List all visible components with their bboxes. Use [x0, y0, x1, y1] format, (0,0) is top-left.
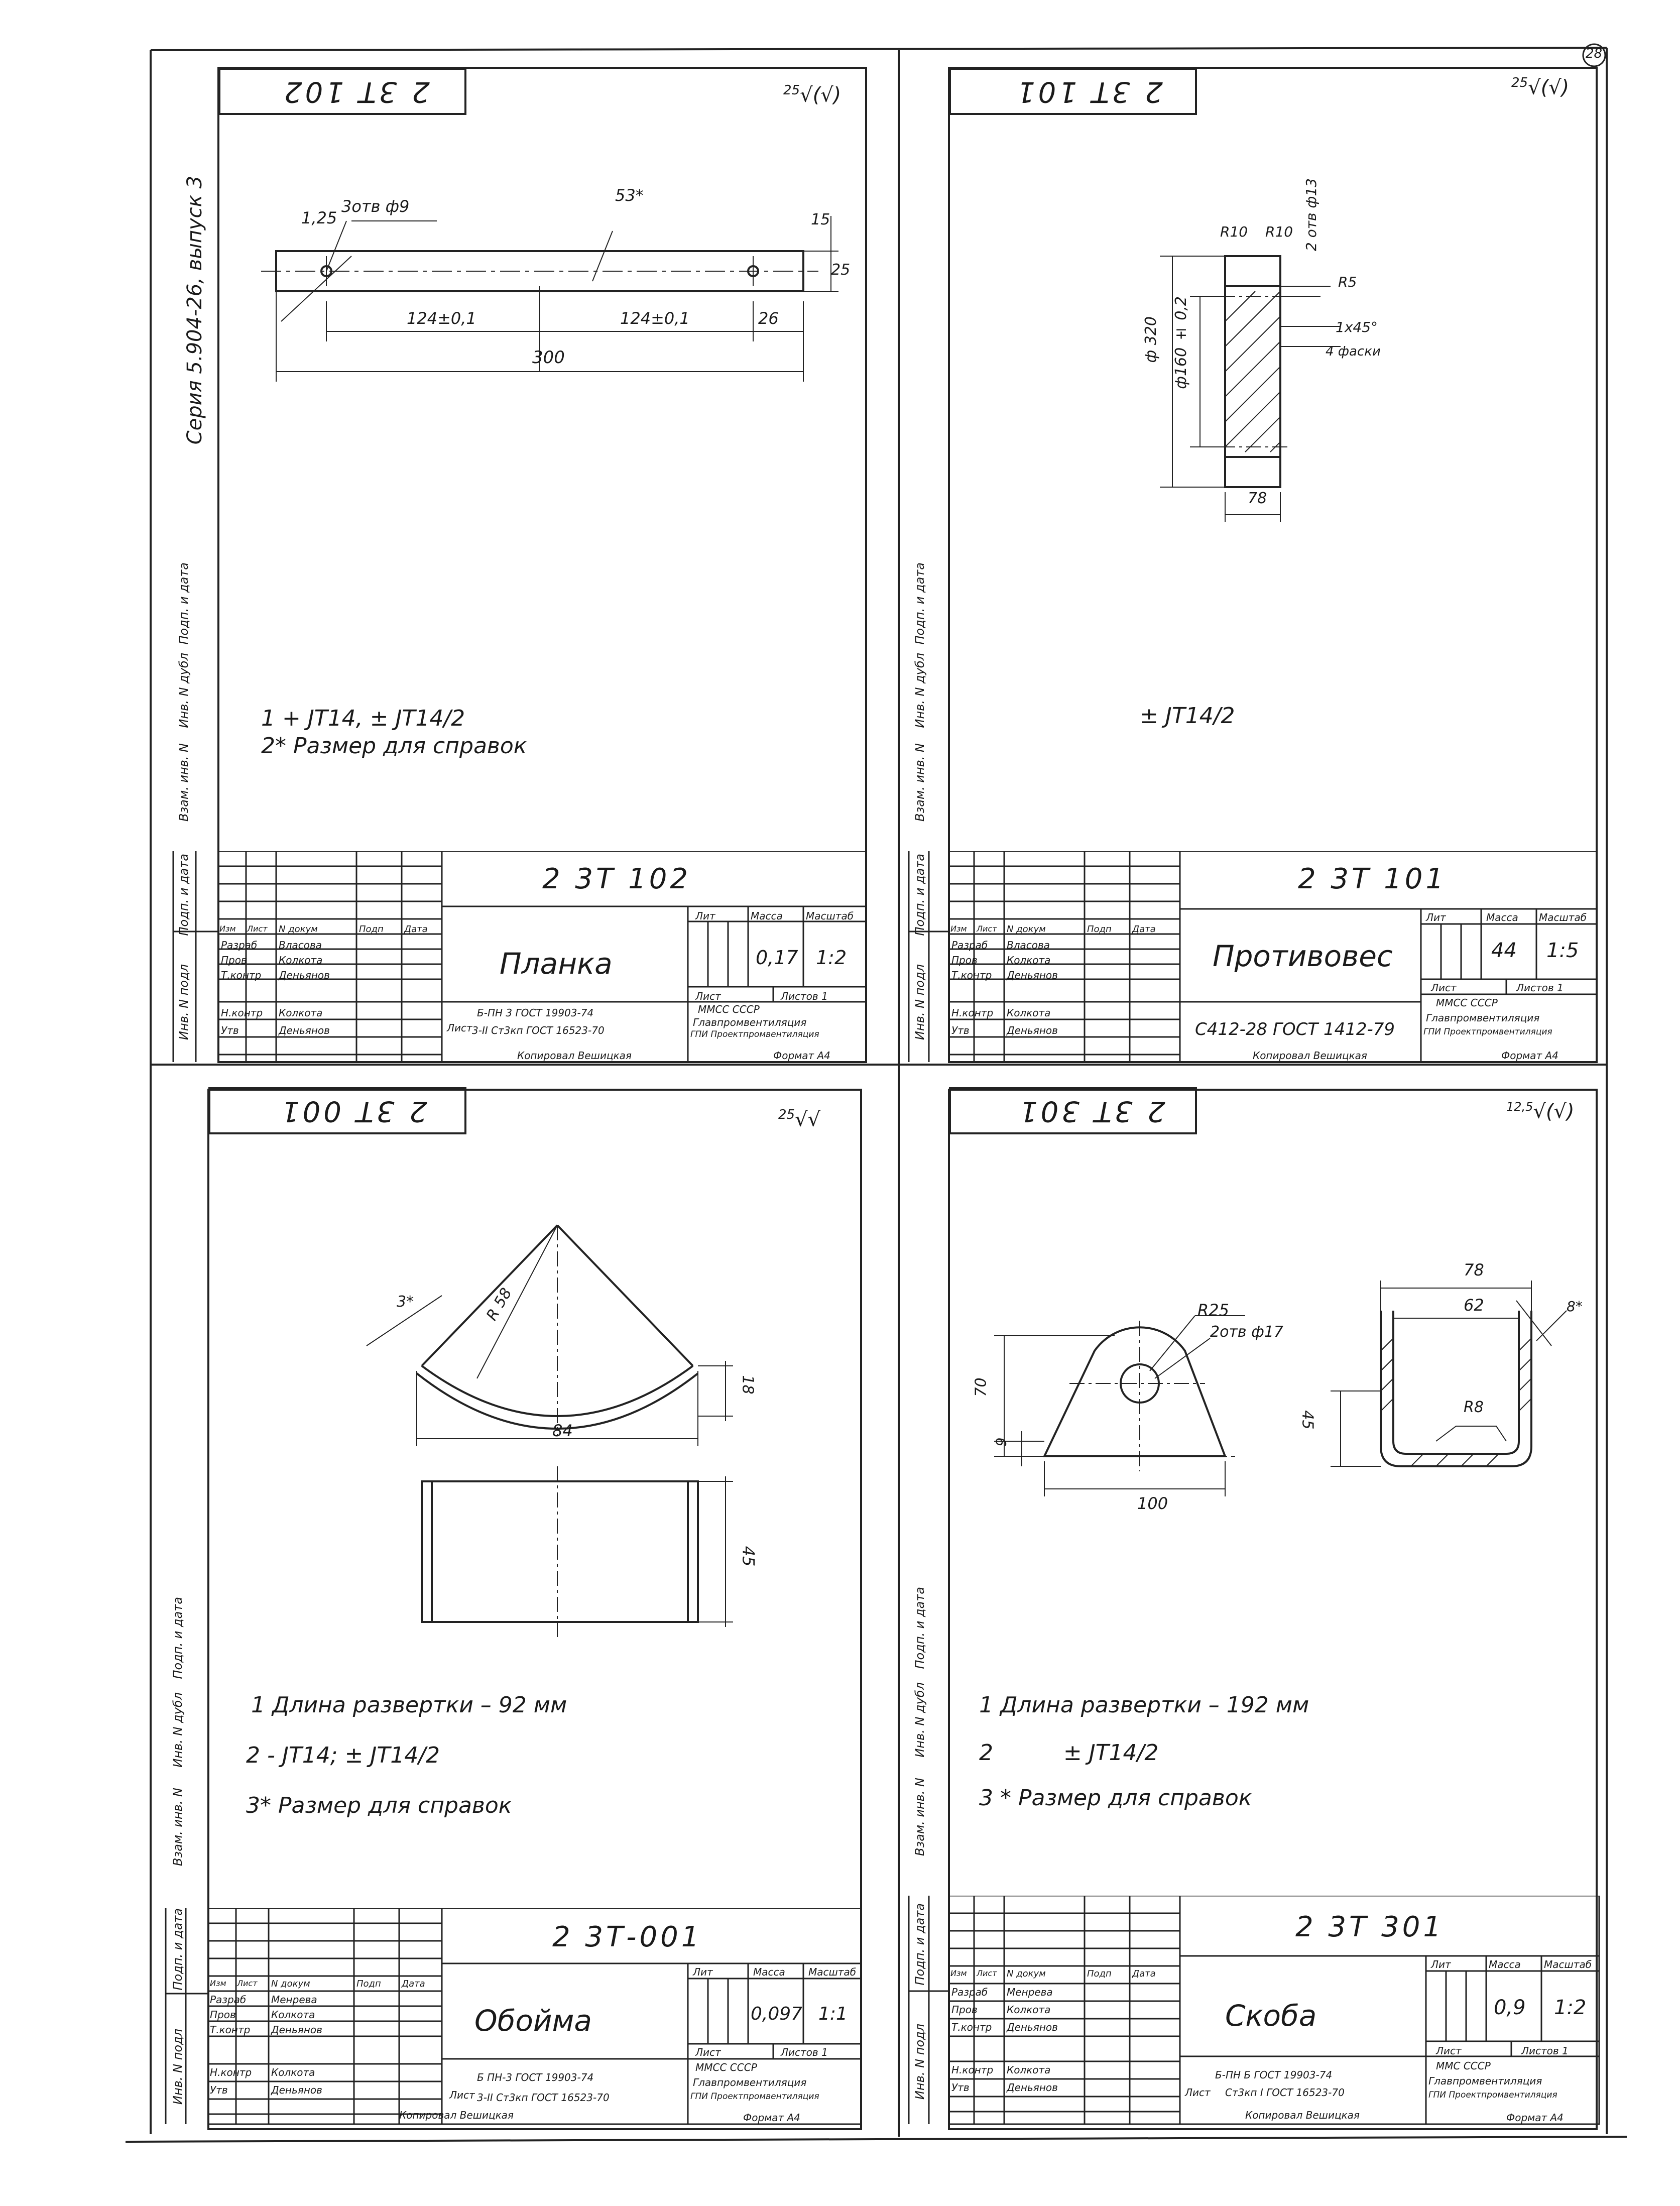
- note-3: 3 * Размер для справок: [979, 1785, 1252, 1811]
- roughness-mark: $^{12,5}$√(√): [1506, 1100, 1575, 1123]
- hdr-lit: Лит: [1431, 1958, 1451, 1970]
- title-code: 2 3Т 102: [542, 863, 691, 895]
- hdr-ndokum: N докум: [1007, 924, 1046, 935]
- hdr-listcol: Лист: [977, 1968, 997, 1978]
- hdr-massa: Масса: [1489, 1958, 1521, 1970]
- series-label: Серия 5.904-26, выпуск 3: [183, 176, 206, 445]
- scale-value: 1:5: [1546, 939, 1579, 962]
- name-2: Деньянов: [271, 2024, 322, 2036]
- name-2: Деньянов: [279, 969, 330, 981]
- name-0: Менрева: [271, 1994, 317, 2006]
- role-4: Утв: [951, 2081, 970, 2094]
- page-number: 28: [1586, 46, 1603, 61]
- copied-by: Копировал Вешицкая: [1253, 1050, 1367, 1062]
- hdr-listov: Листов 1: [1516, 982, 1564, 994]
- format: Формат А4: [773, 1050, 830, 1062]
- roughness-mark: $^{25}$√√: [778, 1107, 821, 1131]
- title-code: 2 3Т-001: [552, 1921, 702, 1953]
- copied-by: Копировал Вешицкая: [399, 2109, 514, 2121]
- note-1: 1 Длина развертки – 192 мм: [979, 1692, 1309, 1718]
- dim-mark: 3*: [397, 1293, 414, 1311]
- dim-8: 8*: [1567, 1298, 1583, 1315]
- hdr-izm: Изм: [950, 1968, 967, 1978]
- hdr-data: Дата: [1132, 924, 1156, 935]
- hdr-data: Дата: [402, 1979, 425, 1989]
- stamp-br-3: Подп. и дата: [913, 1903, 927, 1986]
- hdr-izm: Изм: [219, 924, 236, 934]
- name-0: Власова: [1007, 939, 1050, 951]
- stamp-br-2: Взам. инв. N: [913, 1778, 927, 1856]
- mass-value: 0,097: [751, 2004, 803, 2024]
- hdr-masshtab: Масштаб: [1544, 1958, 1592, 1970]
- dim-124a: 124±0,1: [407, 309, 476, 328]
- dim-84: 84: [552, 1421, 573, 1440]
- stamp-tl-0: Подп. и дата: [177, 562, 191, 645]
- material-line1: С412-28 ГОСТ 1412-79: [1195, 1019, 1395, 1039]
- note-1: 1 Длина развертки – 92 мм: [251, 1692, 567, 1718]
- drawing-bracket: [984, 1250, 1587, 1532]
- hdr-masshtab: Масштаб: [1539, 911, 1587, 923]
- role-4: Утв: [221, 1024, 239, 1036]
- hdr-list: Лист: [1431, 982, 1457, 994]
- role-3: Н.контр: [951, 2064, 994, 2076]
- dim-holes: 3отв ф9: [341, 197, 410, 216]
- name-2: Деньянов: [1007, 2021, 1058, 2033]
- role-2: Т.контр: [951, 2021, 992, 2033]
- hdr-data: Дата: [1132, 1968, 1156, 1979]
- hdr-podp: Подп: [1087, 924, 1112, 935]
- part-name: Планка: [500, 947, 613, 981]
- material-line1: Б-ПН Б ГОСТ 19903-74: [1215, 2069, 1333, 2081]
- hdr-podp: Подп: [356, 1979, 381, 1989]
- hdr-listov: Листов 1: [781, 2046, 828, 2058]
- roughness-mark: $^{25}$√(√): [783, 83, 842, 107]
- mass-value: 44: [1491, 939, 1517, 962]
- hdr-masshtab: Масштаб: [808, 1966, 857, 1978]
- dim-d160: ф160 ± 0,2: [1172, 296, 1190, 389]
- mass-value: 0,9: [1494, 1996, 1526, 2019]
- material-line2: Ст3кп I ГОСТ 16523-70: [1225, 2086, 1345, 2099]
- role-3: Н.контр: [221, 1007, 263, 1019]
- org-line2: Главпромвентиляция: [1426, 1012, 1540, 1024]
- stamp-tl-4: Инв. N подл: [177, 964, 191, 1040]
- stamp-tr-2: Взам. инв. N: [913, 743, 927, 822]
- format: Формат А4: [1506, 2112, 1564, 2124]
- note-3: 3* Размер для справок: [246, 1793, 512, 1818]
- org-line1: ММСС СССР: [698, 1003, 760, 1015]
- hdr-massa: Масса: [753, 1966, 785, 1978]
- hdr-lit: Лит: [695, 910, 715, 922]
- corner-code: 2 3Т 101: [1014, 75, 1163, 108]
- dim-r58: R 58: [483, 1285, 516, 1324]
- material-line1: Б-ПН 3 ГОСТ 19903-74: [477, 1007, 594, 1019]
- dim-62: 62: [1464, 1296, 1484, 1315]
- corner-code: 2 3Т 301: [1017, 1095, 1165, 1127]
- dim-45: 45: [1298, 1410, 1316, 1430]
- hdr-ndokum: N докум: [271, 1979, 310, 1989]
- part-name: Противовес: [1213, 939, 1393, 973]
- name-3: Колкота: [1007, 2064, 1051, 2076]
- hdr-lit: Лит: [1426, 911, 1446, 923]
- role-0: Разраб: [951, 939, 988, 951]
- dim-d320: ф 320: [1142, 316, 1160, 363]
- part-name: Скоба: [1225, 1999, 1317, 2033]
- dim-45: 45: [739, 1546, 758, 1567]
- format: Формат А4: [1501, 1050, 1558, 1062]
- hdr-listov: Листов 1: [1521, 2045, 1569, 2057]
- stamp-bl-3: Подп. и дата: [171, 1908, 185, 1991]
- hdr-listcol: Лист: [237, 1979, 258, 1988]
- hdr-listcol: Лист: [977, 924, 997, 934]
- org-line1: ММСС СССР: [695, 2061, 757, 2073]
- stamp-bl-0: Подп. и дата: [171, 1597, 185, 1679]
- org-line3: ГПИ Проектпромвентиляция: [690, 2092, 819, 2102]
- role-0: Разраб: [221, 939, 258, 951]
- name-0: Менрева: [1007, 1986, 1053, 1998]
- hdr-listcol: Лист: [247, 924, 268, 934]
- dim-78: 78: [1464, 1260, 1484, 1280]
- role-0: Разраб: [951, 1986, 988, 1998]
- dim-holes: 2 отв ф13: [1303, 178, 1319, 252]
- roughness-mark: $^{25}$√(√): [1511, 75, 1570, 99]
- dim-r8: R8: [1464, 1399, 1484, 1416]
- stamp-tr-4: Инв. N подл: [913, 964, 927, 1040]
- dim-chamfer2: 4 фаски: [1326, 344, 1381, 359]
- scale-value: 1:2: [1554, 1996, 1587, 2019]
- name-3: Колкота: [1007, 1007, 1051, 1019]
- note-2: 2* Размер для справок: [261, 733, 527, 759]
- material-line2: 3-II Ст3кп ГОСТ 16523-70: [477, 2092, 610, 2104]
- title-code: 2 3Т 301: [1295, 1911, 1444, 1943]
- copied-by: Копировал Вешицкая: [1245, 2109, 1360, 2121]
- hdr-data: Дата: [404, 924, 428, 935]
- hdr-list: Лист: [695, 2046, 721, 2058]
- dim-r5: R5: [1338, 274, 1357, 290]
- stamp-br-0: Подп. и дата: [913, 1587, 927, 1669]
- name-3: Колкота: [271, 2066, 315, 2078]
- hdr-massa: Масса: [1486, 911, 1518, 923]
- role-3: Н.контр: [210, 2066, 252, 2078]
- scale-value: 1:1: [818, 2004, 848, 2024]
- hdr-ndokum: N докум: [1007, 1968, 1046, 1979]
- material-label: Лист: [447, 1022, 472, 1034]
- dim-r10b: R10: [1265, 223, 1293, 240]
- mass-value: 0,17: [756, 947, 798, 969]
- org-line2: Главпромвентиляция: [693, 1016, 807, 1028]
- dim-124b: 124±0,1: [620, 309, 690, 328]
- org-line3: ГПИ Проектпромвентиляция: [690, 1029, 819, 1039]
- part-name: Обойма: [474, 2004, 592, 2038]
- stamp-bl-4: Инв. N подл: [171, 2029, 185, 2105]
- dim-holes: 2отв ф17: [1210, 1323, 1283, 1341]
- hdr-list: Лист: [695, 990, 721, 1002]
- dim-100: 100: [1137, 1494, 1168, 1513]
- dim-mark: 53*: [615, 186, 644, 205]
- role-0: Разраб: [210, 1994, 247, 2006]
- dim-chamfer: 1х45°: [1336, 319, 1378, 335]
- role-1: Пров: [951, 2004, 978, 2016]
- corner-code: 2 3Т 102: [281, 75, 430, 108]
- hdr-ndokum: N докум: [279, 924, 318, 935]
- copied-by: Копировал Вешицкая: [517, 1050, 632, 1062]
- material-line2: 3-II Ст3кп ГОСТ 16523-70: [472, 1024, 605, 1036]
- material-label: Лист: [449, 2089, 475, 2101]
- name-1: Колкота: [271, 2009, 315, 2021]
- dim-r25: R25: [1197, 1301, 1229, 1320]
- stamp-tl-1: Инв. N дубл: [177, 653, 191, 728]
- hdr-podp: Подп: [359, 924, 384, 935]
- stamp-tl-3: Подп. и дата: [177, 854, 191, 936]
- stamp-tr-3: Подп. и дата: [913, 854, 927, 936]
- role-2: Т.контр: [221, 969, 262, 981]
- name-1: Колкота: [279, 954, 323, 966]
- note-1: ± JT14/2: [1140, 703, 1235, 729]
- name-3: Колкота: [279, 1007, 323, 1019]
- hdr-izm: Изм: [210, 1979, 226, 1988]
- hdr-lit: Лит: [693, 1966, 713, 1978]
- format: Формат А4: [743, 2112, 800, 2124]
- name-4: Деньянов: [1007, 1024, 1058, 1036]
- name-2: Деньянов: [1007, 969, 1058, 981]
- name-1: Колкота: [1007, 954, 1051, 966]
- title-code: 2 3Т 101: [1298, 863, 1447, 895]
- dim-9: 9: [993, 1437, 1010, 1447]
- name-4: Деньянов: [279, 1024, 330, 1036]
- name-1: Колкота: [1007, 2004, 1051, 2016]
- stamp-br-4: Инв. N подл: [913, 2024, 927, 2100]
- name-4: Деньянов: [1007, 2081, 1058, 2094]
- hdr-izm: Изм: [950, 924, 967, 934]
- note-1: 1 + JT14, ± JT14/2: [261, 706, 465, 731]
- role-2: Т.контр: [210, 2024, 251, 2036]
- org-line3: ГПИ Проектпромвентиляция: [1428, 2090, 1557, 2100]
- dim-15: 15: [811, 211, 830, 228]
- role-1: Пров: [951, 954, 978, 966]
- stamp-bl-2: Взам. инв. N: [171, 1788, 185, 1866]
- hdr-masshtab: Масштаб: [806, 910, 854, 922]
- note-2: 2 ± JT14/2: [979, 1740, 1159, 1766]
- hdr-massa: Масса: [751, 910, 783, 922]
- stamp-bl-1: Инв. N дубл: [171, 1692, 185, 1768]
- name-0: Власова: [279, 939, 322, 951]
- material-label: Лист: [1185, 2086, 1211, 2099]
- dim-chamfer: 1,25: [301, 208, 337, 227]
- hdr-list: Лист: [1436, 2045, 1462, 2057]
- stamp-tr-1: Инв. N дубл: [913, 653, 927, 728]
- scale-value: 1:2: [816, 947, 847, 969]
- hdr-podp: Подп: [1087, 1968, 1112, 1979]
- dim-300: 300: [532, 347, 565, 368]
- stamp-tl-2: Взам. инв. N: [177, 743, 191, 822]
- name-4: Деньянов: [271, 2084, 322, 2096]
- role-2: Т.контр: [951, 969, 992, 981]
- drawing-planka: [221, 171, 864, 412]
- role-4: Утв: [951, 1024, 970, 1036]
- role-1: Пров: [221, 954, 247, 966]
- dim-26: 26: [758, 309, 779, 328]
- org-line1: ММС СССР: [1436, 2060, 1491, 2072]
- org-line2: Главпромвентиляция: [693, 2076, 807, 2088]
- dim-25: 25: [831, 261, 851, 279]
- dim-70: 70: [972, 1377, 990, 1397]
- role-1: Пров: [210, 2009, 236, 2021]
- org-line3: ГПИ Проектпромвентиляция: [1423, 1027, 1552, 1037]
- stamp-tr-0: Подп. и дата: [913, 562, 927, 645]
- role-3: Н.контр: [951, 1007, 994, 1019]
- note-2: 2 - JT14; ± JT14/2: [246, 1743, 440, 1768]
- hdr-listov: Листов 1: [781, 990, 828, 1002]
- dim-r10a: R10: [1220, 223, 1248, 240]
- stamp-br-1: Инв. N дубл: [913, 1682, 927, 1758]
- dim-78: 78: [1248, 490, 1267, 507]
- org-line2: Главпромвентиляция: [1428, 2075, 1542, 2087]
- material-line1: Б ПН-3 ГОСТ 19903-74: [477, 2071, 594, 2083]
- dim-18: 18: [739, 1375, 757, 1395]
- org-line1: ММСС СССР: [1436, 997, 1498, 1009]
- corner-code: 2 3Т 001: [279, 1095, 427, 1127]
- role-4: Утв: [210, 2084, 228, 2096]
